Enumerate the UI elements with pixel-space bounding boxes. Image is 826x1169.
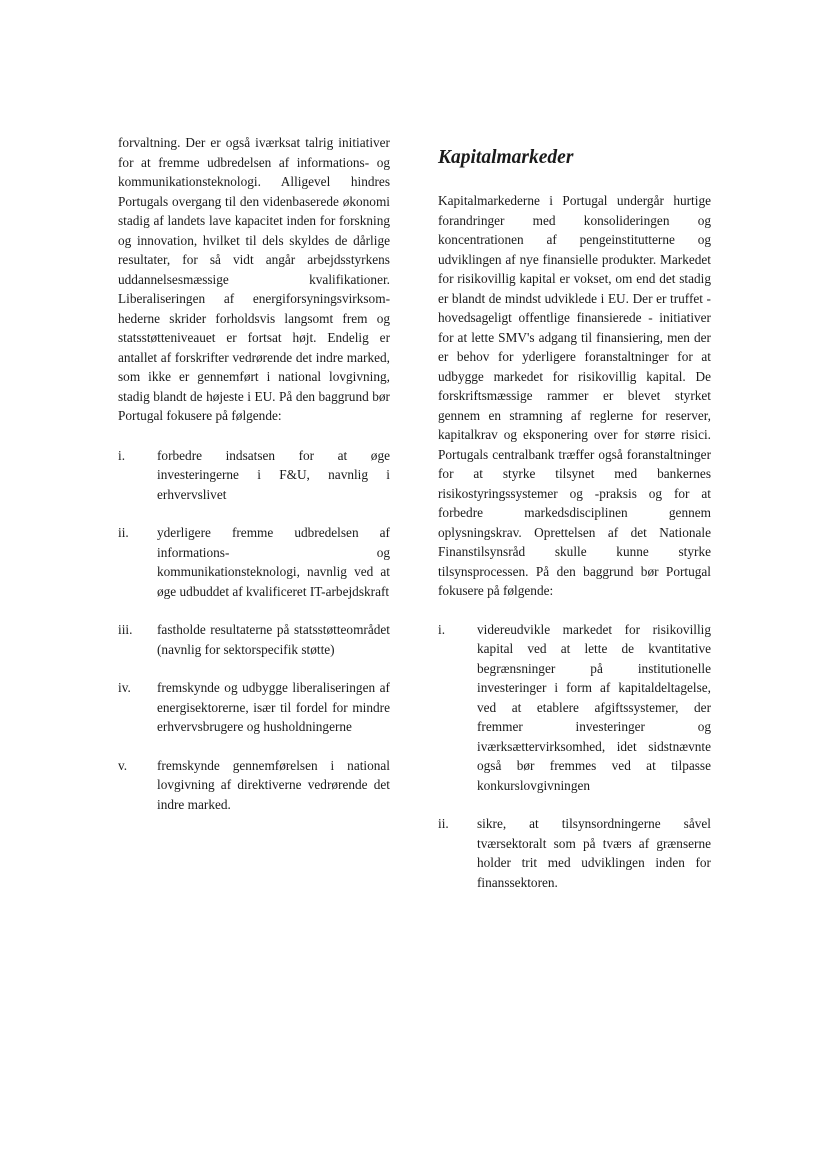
item-number: i. — [118, 447, 126, 463]
item-text: yderligere fremme udbredelsen af informations- og kommunikationsteknologi, navnlig ved at øge udbuddet af kvalificeret IT-arbejdskraft — [157, 525, 390, 599]
item-number: iii. — [118, 622, 133, 637]
item-number: ii. — [118, 525, 129, 540]
left-recommendation-list — [118, 446, 390, 815]
right-body-paragraph: Kapitalmarkederne i Portugal undergår hurtige forandringer med konsolideringen og koncentrationen af pengeinstitutterne og udviklingen af nye finansielle produkter. Markedet for risikovillig kapital er vokset, om end det stadig er blandt de mindst udviklede i EU. Der er truffet - hovedsageligt offentlige finansierede - initiativer for at lette SMV's adgang til finansiering, men der er behov for yderligere foranstaltninger for at udbygge markedet for risikovillig kapital. De forskriftsmæssige rammer er blevet styrket gennem en stramning af reglerne for reserver, kapitalkrav og eksponering over for større risici. Portugals centralbank træffer også foranstaltninger for at styrke tilsynet med bankernes risikostyringssystemer og -praksis og for at forbedre markedsdisciplinen gennem oplysningskrav. Oprettelsen af det Nationale Finanstilsynsråd skulle kunne styrke tilsynsprocessen. På den baggrund bør Portugal fokusere på følgende: — [438, 193, 711, 598]
left-column — [118, 133, 390, 833]
list-item — [118, 446, 390, 505]
right-recommendation-list — [438, 620, 711, 893]
list-item — [438, 814, 711, 892]
item-number: v. — [118, 757, 128, 773]
section-heading: Kapitalmarkeder — [438, 147, 574, 168]
item-text: forbedre indsatsen for at øge investeringerne i F&U, navnlig i erhvervslivet — [157, 447, 390, 502]
item-text: fremskynde gennemførelsen i national lovgivning af direktiverne vedrørende det indre marked. — [157, 757, 390, 812]
item-text: videreudvikle markedet for risikovillig kapital ved at lette de kvantitative begrænsninger på institutionelle investeringer i form af kapitaldeltagelse, ved at etablere afgiftssystemer, der fremmer investeringer og iværksættervirksomhed, idet sidstnævnte også bør fremmes ved at tilpasse konkurslovgivningen — [477, 621, 711, 793]
item-text: sikre, at tilsynsordningerne såvel tværsektoralt som på tværs af grænserne holder trit med udviklingen inden for finanssektoren. — [477, 816, 711, 890]
item-number: iv. — [118, 680, 131, 695]
item-number: i. — [438, 621, 446, 637]
list-item — [118, 620, 390, 659]
left-body-paragraph: forvaltning. Der er også iværksat talrig initiativer for at fremme udbredelsen af informations- og kommunikationsteknologi. Alligevel hindres Portugals overgang til den videnbaserede økonomi stadig af landets lave kapacitet inden for forskning og innovation, hvilket til dels skyldes de dårlige resultater, for så vidt angår arbejdsstyrkens uddannelsesmæssige kvalifikationer. Liberaliseringen af energiforsyningsvirksomhederne skrider forholdsvis langsomt frem og statsstøtteniveauet er fortsat højt. Endelig er antallet af forskrifter vedrørende det indre marked, som ikke er gennemført i national lovgivning, stadig blandt de højeste i EU. På den baggrund bør Portugal fokusere på følgende: — [118, 135, 390, 423]
item-text: fastholde resultaterne på statsstøtteområdet (navnlig for sektorspecifik støtte) — [157, 622, 390, 657]
list-item — [118, 523, 390, 601]
item-number: ii. — [438, 816, 449, 831]
list-item — [118, 678, 390, 737]
list-item — [118, 756, 390, 815]
item-text: fremskynde og udbygge liberaliseringen af energisektorerne, især til fordel for mindre erhvervsbrugere og husholdningerne — [157, 680, 390, 734]
list-item — [438, 620, 711, 796]
right-column — [438, 146, 711, 911]
